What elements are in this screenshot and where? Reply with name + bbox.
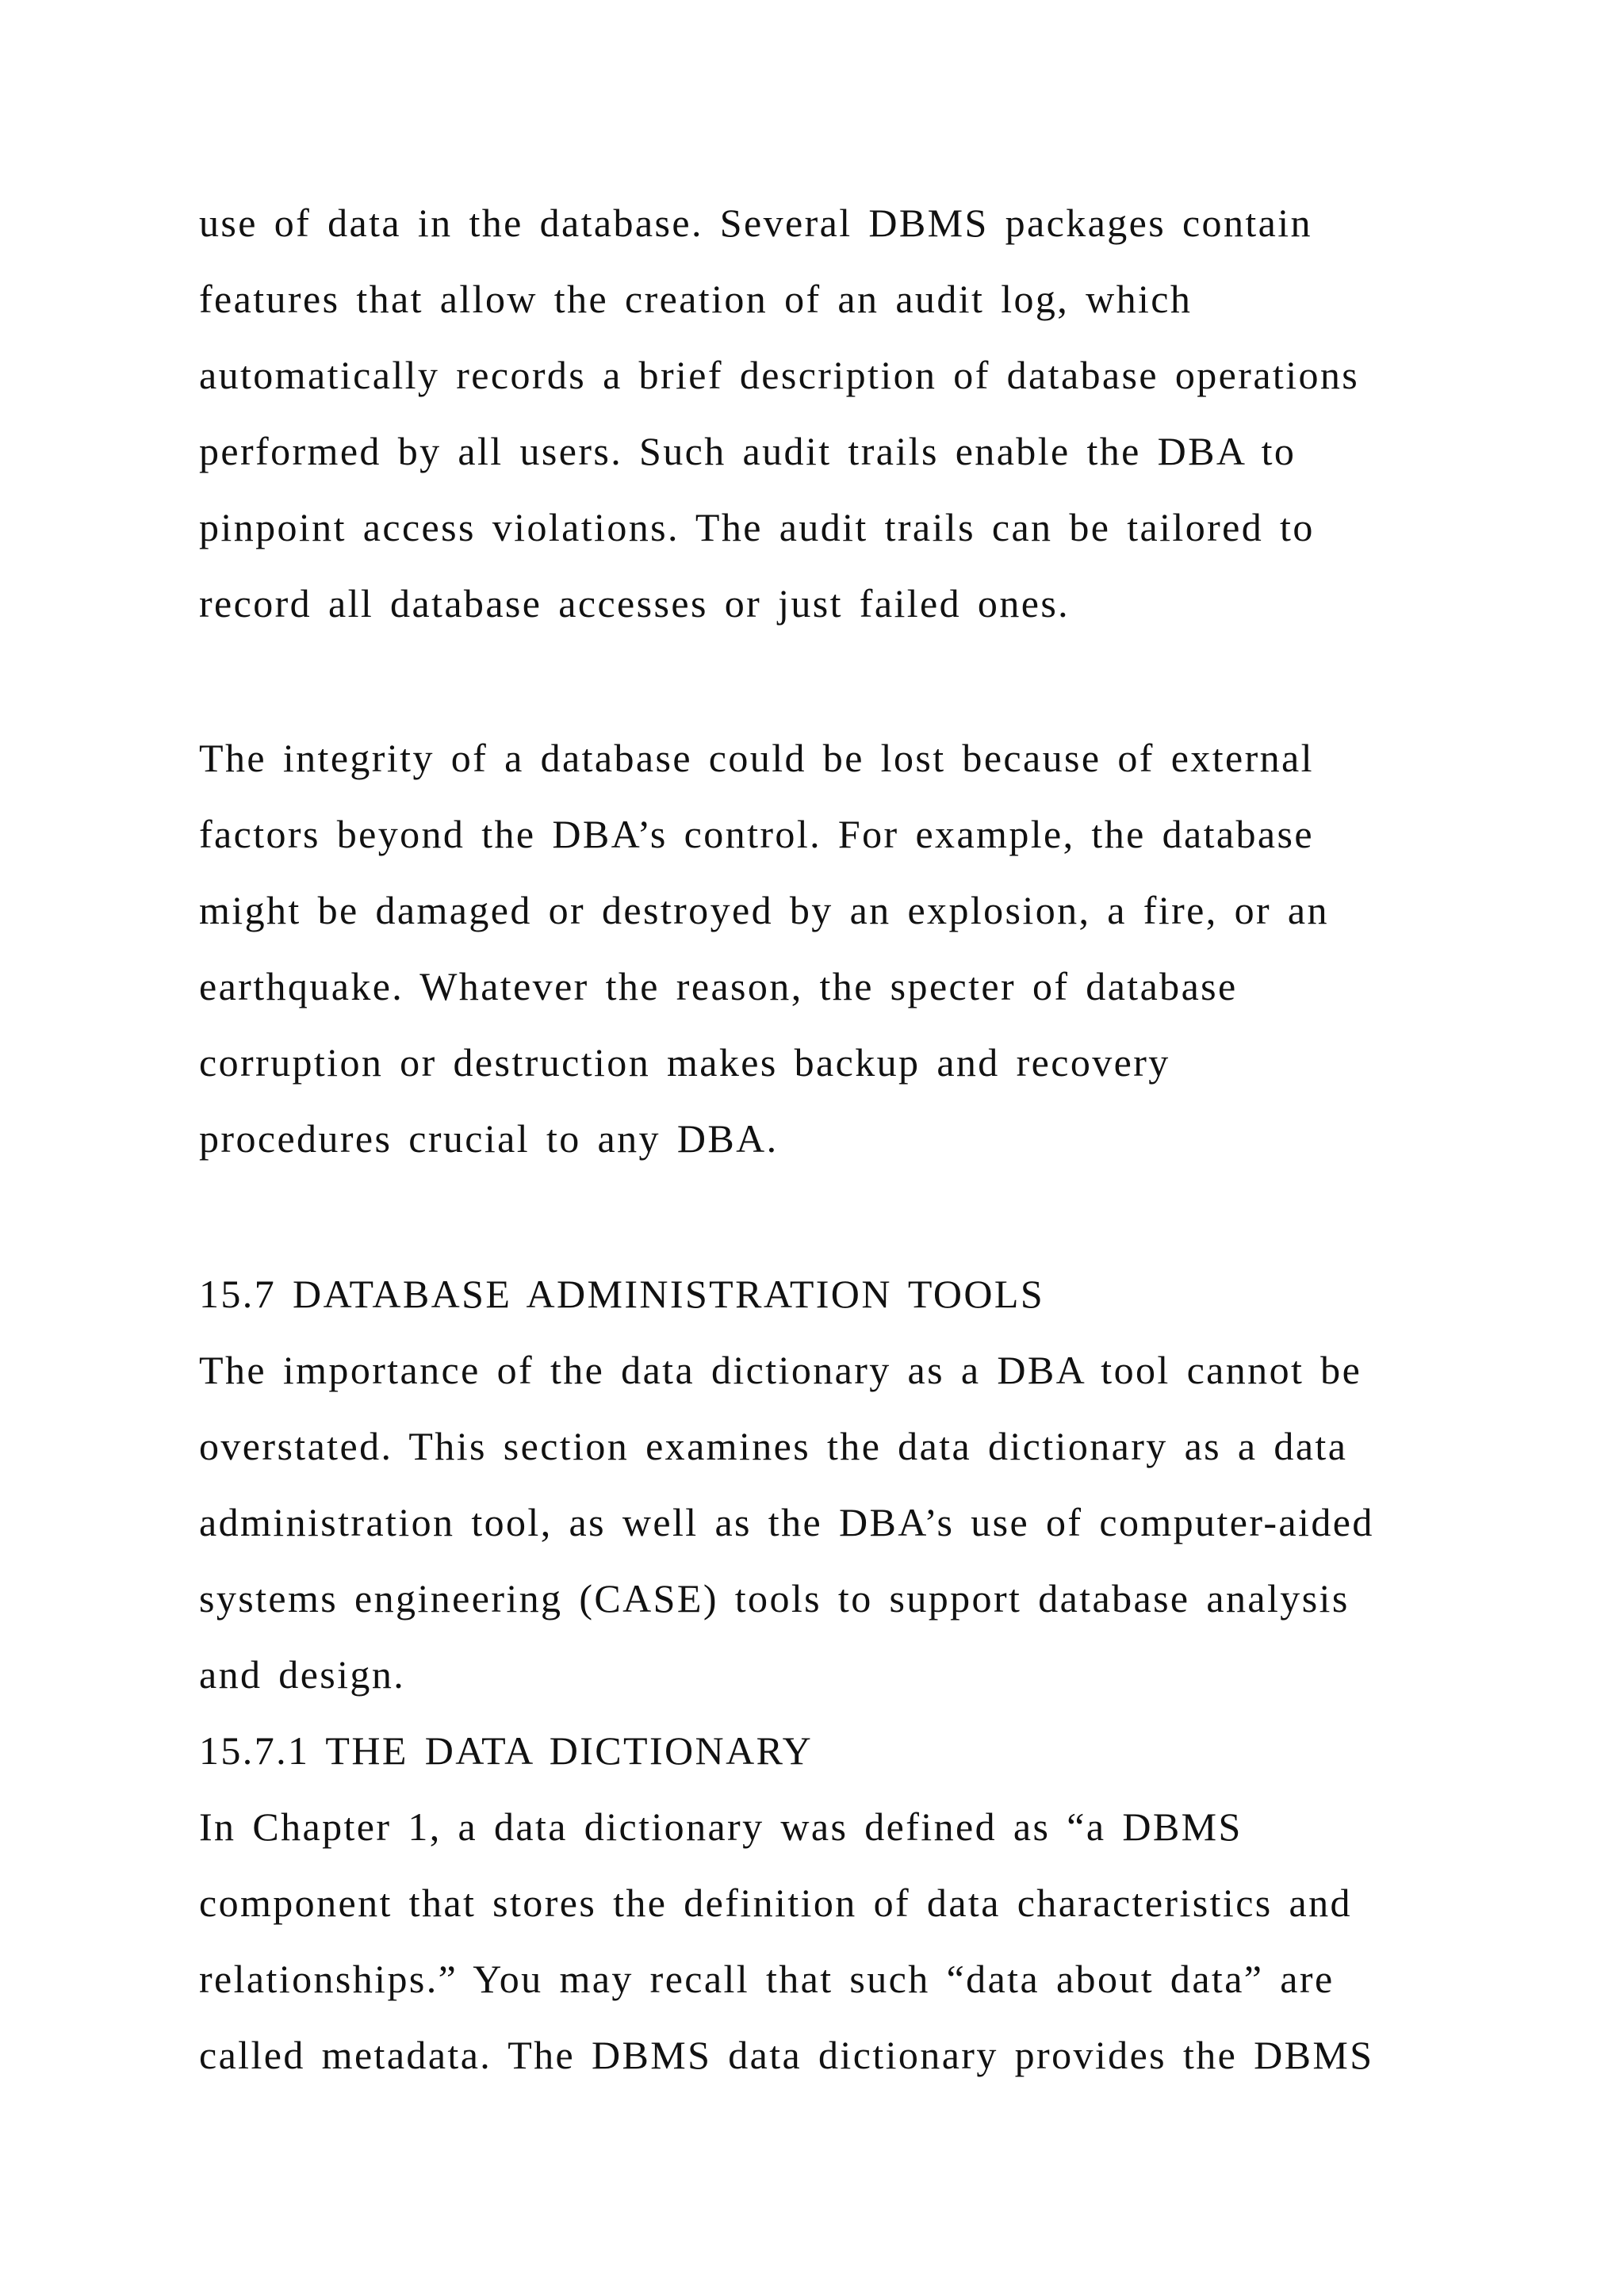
section-heading: 15.7 DATABASE ADMINISTRATION TOOLS xyxy=(199,1272,1045,1316)
paragraph-integrity-line: might be damaged or destroyed by an explosion, a fire, or an xyxy=(199,888,1329,932)
paragraph-tools-line: overstated. This section examines the data dictionary as a data xyxy=(199,1424,1348,1468)
paragraph-integrity-line: earthquake. Whatever the reason, the specter of database xyxy=(199,964,1238,1008)
paragraph-dictionary-line: relationships.” You may recall that such “data about data” are xyxy=(199,1957,1335,2001)
paragraph-dictionary-line: component that stores the definition of data characteristics and xyxy=(199,1881,1352,1925)
paragraph-audit-line: pinpoint access violations. The audit trails can be tailored to xyxy=(199,505,1315,549)
paragraph-dictionary-line: In Chapter 1, a data dictionary was defined as “a DBMS xyxy=(199,1804,1243,1849)
paragraph-audit-line: use of data in the database. Several DBMS packages contain xyxy=(199,201,1312,245)
paragraph-integrity-line: The integrity of a database could be lost because of external xyxy=(199,736,1314,780)
paragraph-tools-line: systems engineering (CASE) tools to support database analysis xyxy=(199,1576,1350,1621)
subsection-heading: 15.7.1 THE DATA DICTIONARY xyxy=(199,1728,814,1773)
paragraph-audit-line: performed by all users. Such audit trails enable the DBA to xyxy=(199,429,1297,473)
paragraph-audit-line: record all database accesses or just failed ones. xyxy=(199,581,1071,626)
paragraph-tools-line: and design. xyxy=(199,1652,406,1697)
paragraph-integrity-line: corruption or destruction makes backup and recovery xyxy=(199,1040,1170,1085)
paragraph-integrity-line: procedures crucial to any DBA. xyxy=(199,1116,779,1161)
paragraph-audit-line: automatically records a brief description of database operations xyxy=(199,353,1360,397)
paragraph-dictionary-line: called metadata. The DBMS data dictionary provides the DBMS xyxy=(199,2033,1374,2077)
paragraph-integrity-line: factors beyond the DBA’s control. For example, the database xyxy=(199,812,1314,856)
paragraph-tools-line: administration tool, as well as the DBA’s use of computer-aided xyxy=(199,1500,1374,1544)
paragraph-tools-line: The importance of the data dictionary as a DBA tool cannot be xyxy=(199,1348,1362,1392)
paragraph-audit-line: features that allow the creation of an audit log, which xyxy=(199,277,1193,321)
